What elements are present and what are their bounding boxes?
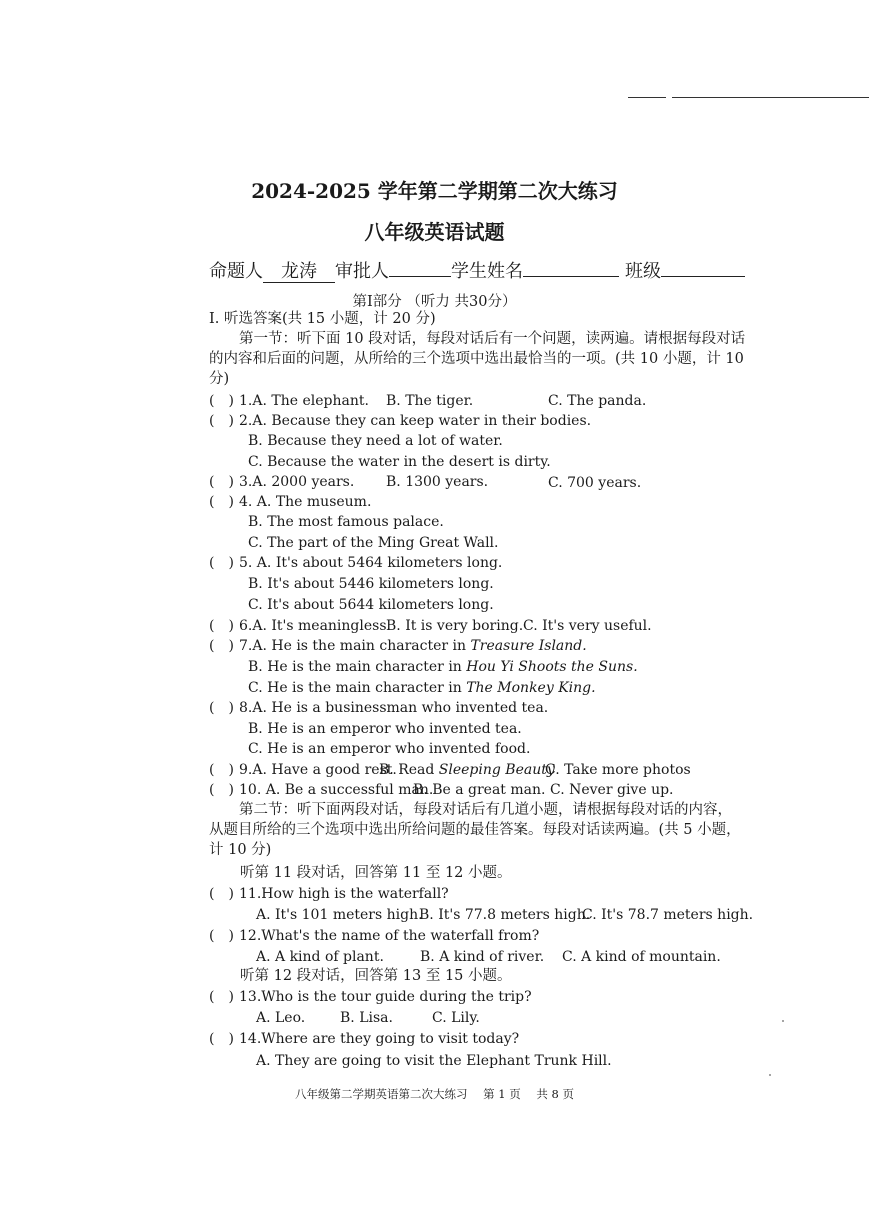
question-4 <box>209 493 371 511</box>
option-a: A. Leo. <box>256 1010 306 1026</box>
answer-blank[interactable]: ( ) <box>209 555 234 571</box>
question-13 <box>209 988 532 1006</box>
question-10 <box>209 781 433 799</box>
option-a: 8.A. He is a businessman who invented tea. <box>239 700 549 716</box>
answer-blank[interactable]: ( ) <box>209 762 234 778</box>
class-field[interactable] <box>661 256 745 277</box>
option-b: B. It's about 5446 kilometers long. <box>248 576 494 592</box>
question-12 <box>209 927 539 945</box>
exam-subtitle: 八年级英语试题 <box>364 220 505 244</box>
option-c: C. It's 78.7 meters high. <box>582 907 754 923</box>
book-title: Hou Yi Shoots the Suns. <box>466 659 638 675</box>
answer-blank[interactable]: ( ) <box>209 1031 234 1047</box>
option-a: 6.A. It's meaningless. <box>239 618 391 634</box>
answer-blank[interactable]: ( ) <box>209 474 234 490</box>
book-title: Treasure Island. <box>470 638 587 654</box>
dialogue-12-heading: 听第 12 段对话，回答第 13 至 15 小题。 <box>240 968 512 984</box>
footer-page-number: 第 1 页 <box>483 1087 521 1101</box>
class-label: 班级 <box>625 261 661 282</box>
question-text: 14.Where are they going to visit today? <box>239 1031 520 1047</box>
option-b: B. Because they need a lot of water. <box>248 433 503 449</box>
option-a: A. They are going to visit the Elephant Trunk Hill. <box>256 1053 612 1069</box>
question-text: 11.How high is the waterfall? <box>239 886 449 902</box>
option-b: B. Be a great man. <box>413 782 546 798</box>
question-5 <box>209 554 502 572</box>
answer-blank[interactable]: ( ) <box>209 700 234 716</box>
answer-blank[interactable]: ( ) <box>209 618 234 634</box>
student-name-field[interactable] <box>523 256 619 277</box>
option-b: B. It's 77.8 meters high. <box>419 907 591 923</box>
question-2 <box>209 412 591 430</box>
question-text: 13.Who is the tour guide during the trip? <box>239 989 532 1005</box>
page-footer <box>0 1086 869 1102</box>
option-a: 2.A. Because they can keep water in their bodies. <box>239 413 592 429</box>
question-1 <box>209 392 369 410</box>
option-b: B. The tiger. <box>386 393 474 409</box>
question-11 <box>209 885 449 903</box>
answer-blank[interactable]: ( ) <box>209 782 234 798</box>
section2-instructions: 第二节：听下面两段对话，每段对话后有几道小题，请根据每段对话的内容，从题目所给的三个选项中选出所给问题的最佳答案。每段对话读两遍。(共 5 小题，计 10 分) <box>209 802 741 858</box>
answer-blank[interactable]: ( ) <box>209 928 234 944</box>
option-a: A. A kind of plant. <box>256 949 384 965</box>
option-a: 10. A. Be a successful man. <box>239 782 434 798</box>
author-field: 龙涛 <box>263 262 335 283</box>
option-b <box>379 761 555 779</box>
book-title: Sleeping Beauty <box>438 762 555 778</box>
option-c: C. The part of the Ming Great Wall. <box>248 535 499 551</box>
book-title: The Monkey King. <box>466 680 596 696</box>
answer-blank[interactable]: ( ) <box>209 393 234 409</box>
option-c: C. Never give up. <box>550 782 674 798</box>
option-b: B. Lisa. <box>340 1010 393 1026</box>
question-text: 12.What's the name of the waterfall from? <box>239 928 540 944</box>
option-c: C. The panda. <box>548 393 647 409</box>
option-b-text: B. Read <box>379 762 439 778</box>
question-7 <box>209 637 587 655</box>
question-9 <box>209 761 397 779</box>
option-b: B. It is very boring. <box>386 618 524 634</box>
scan-artifact-line <box>672 97 869 98</box>
option-c: C. It's very useful. <box>523 618 652 634</box>
part-heading: 第Ⅰ部分 （听力 共30分） <box>352 294 517 310</box>
option-a: 5. A. It's about 5464 kilometers long. <box>239 555 503 571</box>
option-b: B. He is an emperor who invented tea. <box>248 721 522 737</box>
question-8 <box>209 699 548 717</box>
header-info-line <box>209 256 745 283</box>
option-a: 7.A. He is the main character in <box>239 638 471 654</box>
option-a: 1.A. The elephant. <box>239 393 369 409</box>
question-14 <box>209 1030 519 1048</box>
reviewer-label: 审批人 <box>335 261 389 282</box>
option-c: C. He is an emperor who invented food. <box>248 741 531 757</box>
answer-blank[interactable]: ( ) <box>209 886 234 902</box>
option-c: C. 700 years. <box>548 475 642 491</box>
footer-page-total: 共 8 页 <box>536 1087 575 1101</box>
dialogue-11-heading: 听第 11 段对话，回答第 11 至 12 小题。 <box>240 865 512 881</box>
option-c: C. Because the water in the desert is dirty. <box>248 454 551 470</box>
question-6 <box>209 617 391 635</box>
option-b <box>248 658 638 676</box>
scan-speck <box>769 1074 771 1076</box>
answer-blank[interactable]: ( ) <box>209 638 234 654</box>
option-c: C. Lily. <box>432 1010 480 1026</box>
exam-title: 2024-2025 学年第二学期第二次大练习 <box>251 179 618 203</box>
option-c: C. Take more photos <box>545 762 691 778</box>
section1-instructions: 第一节：听下面 10 段对话，每段对话后有一个问题，读两遍。请根据每段对话的内容和后面的问题，从所给的三个选项中选出最恰当的一项。(共 10 小题，计 10 分) <box>209 331 746 387</box>
option-b-text: B. He is the main character in <box>248 659 467 675</box>
answer-blank[interactable]: ( ) <box>209 989 234 1005</box>
option-c <box>248 679 596 697</box>
option-c: C. A kind of mountain. <box>562 949 721 965</box>
scan-artifact-line <box>628 97 666 98</box>
student-name-label: 学生姓名 <box>451 261 523 282</box>
footer-exam-name: 八年级第二学期英语第二次大练习 <box>294 1087 468 1101</box>
scan-speck <box>782 1020 784 1022</box>
option-c-text: C. He is the main character in <box>248 680 467 696</box>
question-3 <box>209 473 354 491</box>
option-a: 4. A. The museum. <box>239 494 372 510</box>
option-a: 3.A. 2000 years. <box>239 474 355 490</box>
option-a: 9.A. Have a good rest. <box>239 762 397 778</box>
option-b: B. 1300 years. <box>386 474 489 490</box>
author-label: 命题人 <box>209 261 263 282</box>
option-a: A. It's 101 meters high. <box>256 907 423 923</box>
option-b: B. The most famous palace. <box>248 514 444 530</box>
answer-blank[interactable]: ( ) <box>209 413 234 429</box>
section-heading: I. 听选答案(共 15 小题，计 20 分) <box>209 311 436 327</box>
option-b: B. A kind of river. <box>420 949 545 965</box>
reviewer-field[interactable] <box>389 256 451 277</box>
option-c: C. It's about 5644 kilometers long. <box>248 597 494 613</box>
answer-blank[interactable]: ( ) <box>209 494 234 510</box>
